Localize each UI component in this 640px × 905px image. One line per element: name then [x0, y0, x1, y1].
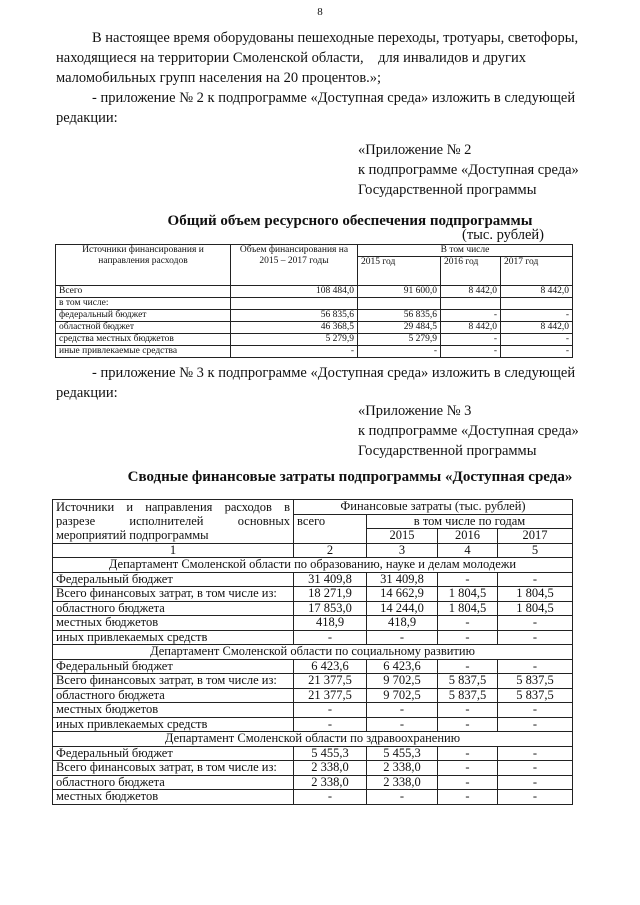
cell-value: -	[498, 616, 573, 631]
intro-line-5: редакции:	[56, 110, 118, 126]
cell-value: -	[358, 346, 441, 358]
row-label: Федеральный бюджет	[53, 746, 294, 761]
table-row	[53, 572, 573, 587]
table-row	[53, 630, 573, 645]
cell-value: -	[438, 746, 498, 761]
table-row	[53, 688, 573, 703]
table-row	[53, 659, 573, 674]
header-group: В том числе	[358, 245, 573, 257]
section-row	[53, 732, 573, 747]
cell-value: -	[294, 630, 367, 645]
cell-value	[231, 298, 358, 310]
cell-value: -	[498, 746, 573, 761]
cell-value: 6 423,6	[294, 659, 367, 674]
cell-value: -	[498, 630, 573, 645]
table-row	[56, 346, 573, 358]
cell-value: 2 338,0	[294, 761, 367, 776]
cell-value: -	[438, 717, 498, 732]
cell-value: -	[294, 717, 367, 732]
table-row	[56, 310, 573, 322]
cell-value: 9 702,5	[367, 674, 438, 689]
table-row	[53, 746, 573, 761]
row-label: в том числе:	[56, 298, 231, 310]
intro-line-2: находящиеся на территории Смоленской области, для инвалидов и других	[56, 50, 526, 66]
cell-value: -	[438, 630, 498, 645]
cell-value: -	[498, 659, 573, 674]
cell-value: 56 835,6	[358, 310, 441, 322]
cell-value: 1 804,5	[498, 587, 573, 602]
column-number: 5	[498, 543, 573, 558]
header-year: 2015 год	[358, 257, 441, 286]
cell-value	[501, 298, 573, 310]
row-label: средства местных бюджетов	[56, 334, 231, 346]
cell-value: 5 837,5	[498, 688, 573, 703]
cell-value: 5 455,3	[294, 746, 367, 761]
cell-value: 21 377,5	[294, 688, 367, 703]
section-title: Департамент Смоленской области по социальному развитию	[53, 645, 573, 660]
cell-value: 17 853,0	[294, 601, 367, 616]
cell-value: 8 442,0	[501, 286, 573, 298]
cell-value: -	[498, 572, 573, 587]
row-label: иные привлекаемые средства	[56, 346, 231, 358]
cell-value: 108 484,0	[231, 286, 358, 298]
column-number: 3	[367, 543, 438, 558]
table-row	[53, 601, 573, 616]
header-sources	[53, 500, 294, 544]
header-sources-line: Источники и направления расходов в	[56, 500, 290, 514]
row-label: областного бюджета	[53, 601, 294, 616]
header-year: 2016 год	[441, 257, 501, 286]
header-volume: Объем финансирования на 2015 – 2017 годы	[231, 245, 358, 286]
cell-value: -	[438, 775, 498, 790]
cell-value: -	[438, 761, 498, 776]
cell-value: 5 837,5	[498, 674, 573, 689]
cell-value: -	[438, 616, 498, 631]
row-label: Федеральный бюджет	[53, 659, 294, 674]
cell-value: -	[367, 790, 438, 805]
mid-line-2: редакции:	[56, 385, 118, 401]
column-number: 2	[294, 543, 367, 558]
cell-value: -	[498, 790, 573, 805]
header-group: Финансовые затраты (тыс. рублей)	[294, 500, 573, 515]
cell-value: -	[441, 334, 501, 346]
cell-value: 5 837,5	[438, 674, 498, 689]
section-row	[53, 645, 573, 660]
cell-value: 5 279,9	[358, 334, 441, 346]
cell-value: 14 662,9	[367, 587, 438, 602]
cell-value: 5 455,3	[367, 746, 438, 761]
section-row	[53, 558, 573, 573]
cell-value: -	[294, 703, 367, 718]
table-row	[56, 298, 573, 310]
cell-value: 418,9	[294, 616, 367, 631]
header-total: всего	[294, 514, 367, 543]
cell-value: -	[231, 346, 358, 358]
cell-value: 14 244,0	[367, 601, 438, 616]
cell-value: 2 338,0	[294, 775, 367, 790]
cell-value: -	[367, 717, 438, 732]
cell-value: 8 442,0	[441, 286, 501, 298]
cell-value: -	[498, 703, 573, 718]
table-row	[56, 286, 573, 298]
row-label: иных привлекаемых средств	[53, 717, 294, 732]
column-number: 4	[438, 543, 498, 558]
cell-value: 2 338,0	[367, 775, 438, 790]
cell-value: 46 368,5	[231, 322, 358, 334]
cell-value: 1 804,5	[498, 601, 573, 616]
cell-value: -	[441, 346, 501, 358]
table1-title: Общий объем ресурсного обеспечения подпрограммы	[167, 213, 533, 229]
cell-value: 91 600,0	[358, 286, 441, 298]
cell-value: 1 804,5	[438, 601, 498, 616]
header-subgroup: в том числе по годам	[367, 514, 573, 529]
cell-value: -	[438, 790, 498, 805]
cell-value	[441, 298, 501, 310]
cell-value: -	[438, 659, 498, 674]
cell-value: -	[501, 334, 573, 346]
cell-value: 31 409,8	[367, 572, 438, 587]
appendix3-line-3: Государственной программы	[358, 443, 537, 459]
row-label: местных бюджетов	[53, 703, 294, 718]
table-row	[53, 790, 573, 805]
table-row	[53, 761, 573, 776]
cell-value: -	[367, 703, 438, 718]
cell-value: 2 338,0	[367, 761, 438, 776]
intro-line-3: маломобильных групп населения на 20 процентов.»;	[56, 70, 382, 86]
cell-value: 418,9	[367, 616, 438, 631]
row-label: федеральный бюджет	[56, 310, 231, 322]
section-title: Департамент Смоленской области по образованию, науке и делам молодежи	[53, 558, 573, 573]
row-label: областного бюджета	[53, 688, 294, 703]
cell-value: 8 442,0	[441, 322, 501, 334]
row-label: Всего финансовых затрат, в том числе из:	[53, 761, 294, 776]
table1-units: (тыс. рублей)	[462, 227, 544, 243]
row-label: Федеральный бюджет	[53, 572, 294, 587]
table-row	[53, 717, 573, 732]
header-sources-line: разрезе исполнителей основных	[56, 514, 290, 528]
page-number: 8	[317, 6, 323, 18]
resource-table	[55, 244, 573, 358]
table-row	[53, 703, 573, 718]
appendix3-line-2: к подпрограмме «Доступная среда»	[358, 423, 579, 439]
column-number: 1	[53, 543, 294, 558]
cell-value: -	[501, 346, 573, 358]
cell-value: -	[438, 572, 498, 587]
section-title: Департамент Смоленской области по здравоохранению	[53, 732, 573, 747]
cell-value: -	[294, 790, 367, 805]
row-label: местных бюджетов	[53, 616, 294, 631]
cell-value: 1 804,5	[438, 587, 498, 602]
table-row	[56, 334, 573, 346]
cell-value: -	[501, 310, 573, 322]
appendix2-line-2: к подпрограмме «Доступная среда»	[358, 162, 579, 178]
cell-value: 9 702,5	[367, 688, 438, 703]
header-year: 2015	[367, 529, 438, 544]
cell-value: 31 409,8	[294, 572, 367, 587]
header-year: 2017	[498, 529, 573, 544]
cell-value: 56 835,6	[231, 310, 358, 322]
cell-value	[358, 298, 441, 310]
appendix2-line-3: Государственной программы	[358, 182, 537, 198]
table2-title: Сводные финансовые затраты подпрограммы «Доступная среда»	[127, 469, 573, 485]
table-row	[53, 674, 573, 689]
appendix2-line-1: «Приложение № 2	[358, 142, 472, 158]
cell-value: -	[438, 703, 498, 718]
cell-value: -	[498, 775, 573, 790]
intro-line-1: В настоящее время оборудованы пешеходные переходы, тротуары, светофоры,	[92, 30, 579, 46]
cell-value: -	[367, 630, 438, 645]
mid-line-1: - приложение № 3 к подпрограмме «Доступная среда» изложить в следующей	[92, 365, 576, 381]
row-label: Всего финансовых затрат, в том числе из:	[53, 674, 294, 689]
cell-value: -	[441, 310, 501, 322]
row-label: областного бюджета	[53, 775, 294, 790]
cell-value: 5 837,5	[438, 688, 498, 703]
row-label: иных привлекаемых средств	[53, 630, 294, 645]
cell-value: -	[498, 717, 573, 732]
cell-value: 6 423,6	[367, 659, 438, 674]
header-year: 2017 год	[501, 257, 573, 286]
cell-value: 29 484,5	[358, 322, 441, 334]
header-sources-line: мероприятий подпрограммы	[56, 528, 209, 542]
header-sources: Источники финансирования и направления расходов	[56, 245, 231, 286]
row-label: Всего финансовых затрат, в том числе из:	[53, 587, 294, 602]
row-label: областной бюджет	[56, 322, 231, 334]
table-row	[53, 587, 573, 602]
cell-value: -	[498, 761, 573, 776]
intro-line-4: - приложение № 2 к подпрограмме «Доступная среда» изложить в следующей	[92, 90, 576, 106]
table-row	[53, 616, 573, 631]
cell-value: 18 271,9	[294, 587, 367, 602]
row-label: Всего	[56, 286, 231, 298]
table-row	[53, 775, 573, 790]
table-row	[56, 322, 573, 334]
cell-value: 5 279,9	[231, 334, 358, 346]
header-year: 2016	[438, 529, 498, 544]
cell-value: 21 377,5	[294, 674, 367, 689]
appendix3-line-1: «Приложение № 3	[358, 403, 472, 419]
costs-table	[52, 499, 573, 805]
row-label: местных бюджетов	[53, 790, 294, 805]
cell-value: 8 442,0	[501, 322, 573, 334]
